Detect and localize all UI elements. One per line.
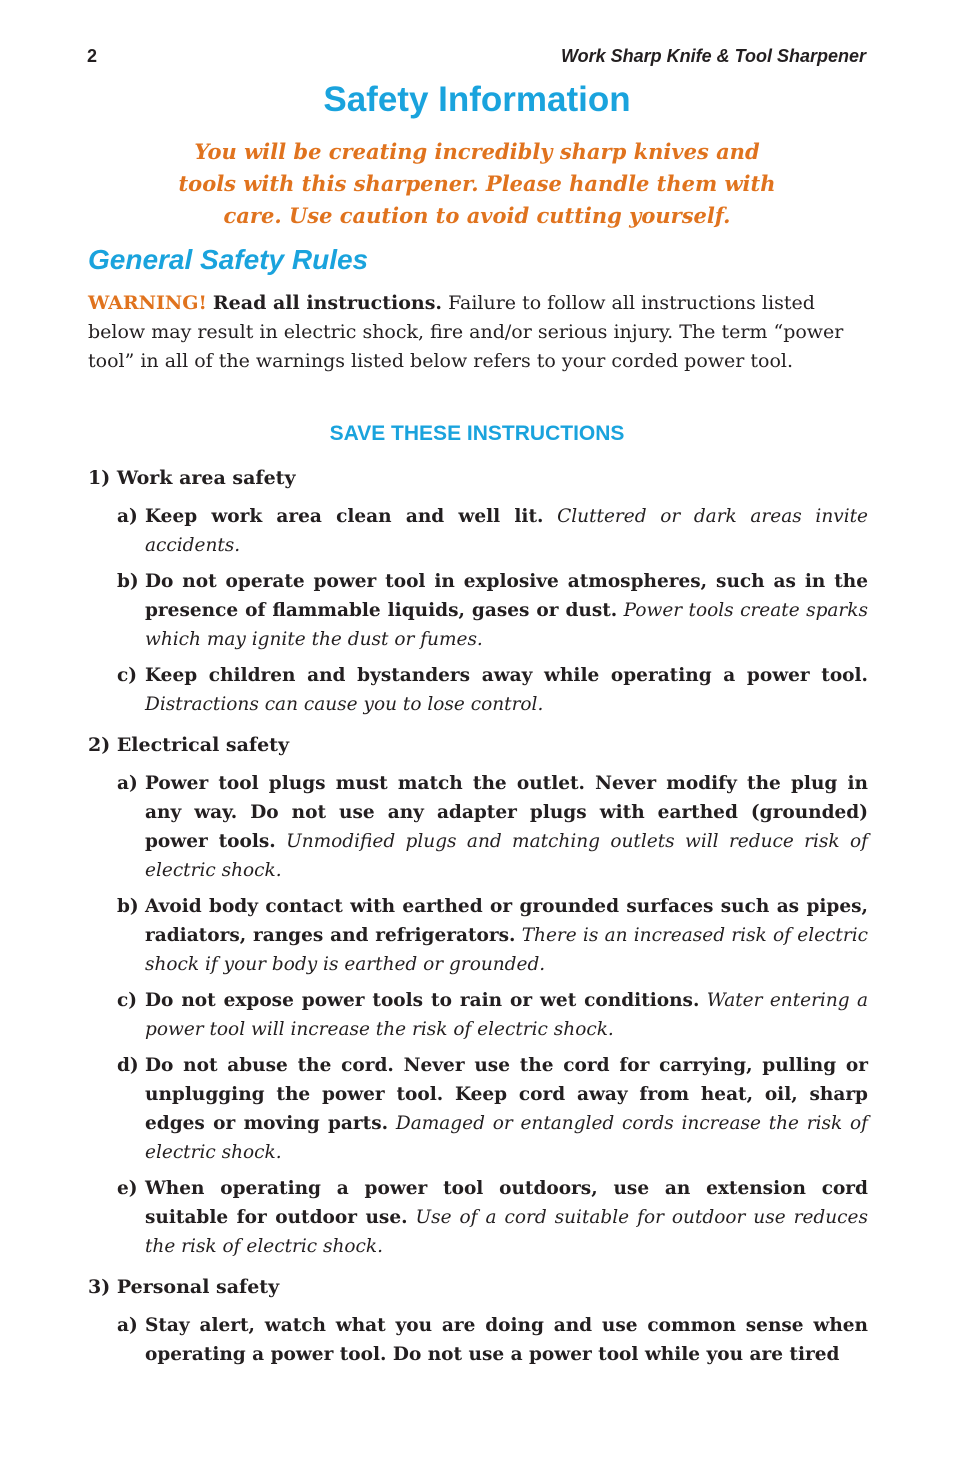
save-instructions-heading: SAVE THESE INSTRUCTIONS xyxy=(329,422,625,445)
list-item xyxy=(117,892,868,979)
item-note: Unmodified plugs and matching outlets will reduce risk of electric shock. xyxy=(145,831,868,881)
item-note: Water entering a power tool will increase the risk of electric shock. xyxy=(145,990,868,1040)
item-label: a) xyxy=(117,506,138,527)
section-heading-electrical: 2) Electrical safety xyxy=(88,734,289,756)
list-item xyxy=(117,986,868,1044)
item-rule: Do not operate power tool in explosive atmospheres, such as in the presence of flammable liquids, gases or dust. xyxy=(145,571,868,621)
warning-paragraph xyxy=(88,289,868,376)
item-label: a) xyxy=(117,1315,138,1336)
list-item xyxy=(117,1311,868,1369)
item-label: d) xyxy=(117,1055,139,1076)
item-note: Damaged or entangled cords increase the risk of electric shock. xyxy=(145,1113,869,1163)
item-rule: Do not expose power tools to rain or wet conditions. xyxy=(145,990,700,1011)
item-rule: Do not abuse the cord. Never use the cord for carrying, pulling or unplugging the power tool. Keep cord away from heat, oil, sharp edges or moving parts. xyxy=(145,1055,868,1134)
warning-lead: Read all instructions. xyxy=(212,292,443,314)
item-label: c) xyxy=(117,990,138,1011)
running-title: Work Sharp Knife & Tool Sharpener xyxy=(560,46,866,66)
page-number: 2 xyxy=(87,46,98,66)
item-note: There is an increased risk of electric shock if your body is earthed or grounded. xyxy=(145,925,868,975)
item-rule: Keep work area clean and well lit. xyxy=(145,506,544,527)
general-safety-heading: General Safety Rules xyxy=(88,244,369,275)
list-item xyxy=(117,661,868,719)
item-note: Power tools create sparks which may ignite the dust or fumes. xyxy=(145,600,868,650)
page-title: Safety Information xyxy=(323,80,631,119)
item-rule: When operating a power tool outdoors, use an extension cord suitable for outdoor use. xyxy=(145,1178,868,1228)
item-rule: Avoid body contact with earthed or grounded surfaces such as pipes, radiators, ranges and refrigerators. xyxy=(145,896,868,946)
item-note: Cluttered or dark areas invite accidents. xyxy=(145,506,868,556)
item-label: a) xyxy=(117,773,138,794)
item-label: e) xyxy=(117,1178,138,1199)
item-note: Distractions can cause you to lose control. xyxy=(145,694,544,715)
warning-label: WARNING! xyxy=(88,292,207,314)
item-label: c) xyxy=(117,665,138,686)
list-item xyxy=(117,769,868,885)
list-item xyxy=(117,567,868,654)
warning-text: Failure to follow all instructions listed below may result in electric shock, fire and/or serious injury. The term “power tool” in all of the warnings listed below refers to your corded power tool. xyxy=(88,292,844,372)
item-label: b) xyxy=(117,896,139,917)
section-heading-personal: 3) Personal safety xyxy=(88,1276,280,1298)
item-label: b) xyxy=(117,571,139,592)
intro-caution: You will be creating incredibly sharp knives and tools with this sharpener. Please handle them with care. Use caution to avoid cutting yourself. xyxy=(178,139,776,228)
item-note: Use of a cord suitable for outdoor use reduces the risk of electric shock. xyxy=(145,1207,868,1257)
section-heading-work-area: 1) Work area safety xyxy=(88,467,296,489)
list-item xyxy=(117,502,868,560)
list-item xyxy=(117,1174,868,1261)
item-rule: Stay alert, watch what you are doing and use common sense when operating a power tool. Do not use a power tool while you are tired xyxy=(145,1315,868,1365)
item-rule: Power tool plugs must match the outlet. Never modify the plug in any way. Do not use any adapter plugs with earthed (grounded) power tools. xyxy=(145,773,868,852)
list-item xyxy=(117,1051,868,1167)
item-rule: Keep children and bystanders away while operating a power tool. xyxy=(145,665,868,686)
